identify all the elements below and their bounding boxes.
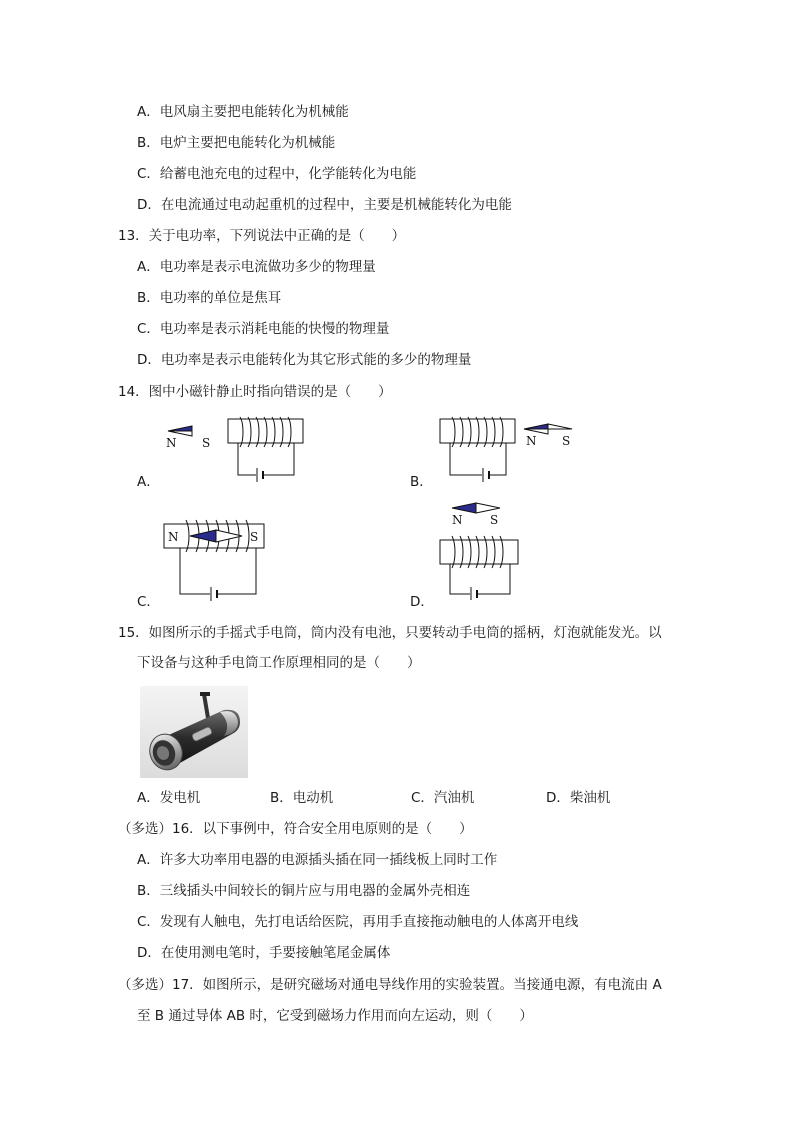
q14-stem: 14．图中小磁针静止时指向错误的是（ ） [118, 384, 392, 400]
pole-s-d: S [490, 513, 499, 527]
core-b [440, 419, 515, 443]
compass-needle-b [524, 424, 572, 434]
pole-s-b: S [562, 434, 571, 448]
q12-option-d: D．在电流通过电动起重机的过程中，主要是机械能转化为电能 [137, 197, 512, 213]
q16-option-c: C．发现有人触电，先打电话给医院，再用手直接拖动触电的人体离开电线 [137, 914, 579, 930]
circuit-wire-c [180, 548, 256, 594]
q15-option-b: B．电动机 [270, 790, 334, 806]
pole-s-c: S [250, 530, 259, 544]
q16-option-a: A．许多大功率用电器的电源插头插在同一插线板上同时工作 [137, 852, 498, 868]
q16-option-b: B．三线插头中间较长的铜片应与用电器的金属外壳相连 [137, 883, 471, 899]
q12-option-a: A．电风扇主要把电能转化为机械能 [137, 104, 349, 120]
circuit-wire-b [450, 443, 506, 475]
q17-stem-line1: （多选）17．如图所示，是研究磁场对通电导线作用的实验装置。当接通电源，有电流由 A [118, 977, 662, 993]
q14-label-c: C． [137, 594, 160, 610]
q14-figure-a [160, 415, 340, 490]
circuit-wire-a [238, 443, 294, 475]
battery-c [211, 587, 217, 601]
battery-b [483, 468, 489, 482]
q14-figure-d [436, 500, 546, 600]
circuit-wire-d [450, 564, 510, 594]
q15-option-d: D．柴油机 [546, 790, 611, 806]
q13-option-b: B．电功率的单位是焦耳 [137, 290, 282, 306]
q13-stem: 13．关于电功率，下列说法中正确的是（ ） [118, 228, 406, 244]
q17-stem-line2: 至 B 通过导体 AB 时，它受到磁场力作用而向左运动，则（ ） [137, 1008, 533, 1024]
q12-option-b: B．电炉主要把电能转化为机械能 [137, 135, 336, 151]
q13-option-d: D．电功率是表示电能转化为其它形式能的多少的物理量 [137, 352, 472, 368]
q15-option-a: A．发电机 [137, 790, 201, 806]
battery-d [471, 587, 477, 600]
coil-d [452, 536, 503, 568]
pole-n-a: N [166, 436, 177, 450]
compass-needle-d [452, 503, 500, 513]
q14-figure-c [160, 514, 290, 604]
q15-stem-line1: 15．如图所示的手摇式手电筒，筒内没有电池，只要转动手电筒的摇柄，灯泡就能发光。以 [118, 625, 662, 641]
compass-needle-c [190, 530, 242, 542]
pole-n-b: N [526, 434, 537, 448]
q15-stem-line2: 下设备与这种手电筒工作原理相同的是（ ） [137, 655, 421, 671]
q16-stem: （多选）16．以下事例中，符合安全用电原则的是（ ） [118, 821, 473, 837]
q13-option-a: A．电功率是表示电流做功多少的物理量 [137, 259, 376, 275]
q14-label-d: D． [410, 594, 434, 610]
q14-label-a: A． [137, 474, 160, 490]
pole-s-a: S [202, 436, 211, 450]
flashlight-image [140, 686, 248, 778]
q12-option-c: C．给蓄电池充电的过程中，化学能转化为电能 [137, 166, 417, 182]
pole-n-c: N [168, 530, 179, 544]
pole-n-d: N [452, 513, 463, 527]
compass-needle-a [168, 426, 192, 436]
q14-label-b: B． [410, 474, 433, 490]
q15-option-c: C．汽油机 [411, 790, 475, 806]
battery-a [257, 468, 263, 482]
core-a [228, 419, 303, 443]
q14-figure-b [430, 415, 610, 490]
q16-option-d: D．在使用测电笔时，手要接触笔尾金属体 [137, 945, 391, 961]
q13-option-c: C．电功率是表示消耗电能的快慢的物理量 [137, 321, 390, 337]
